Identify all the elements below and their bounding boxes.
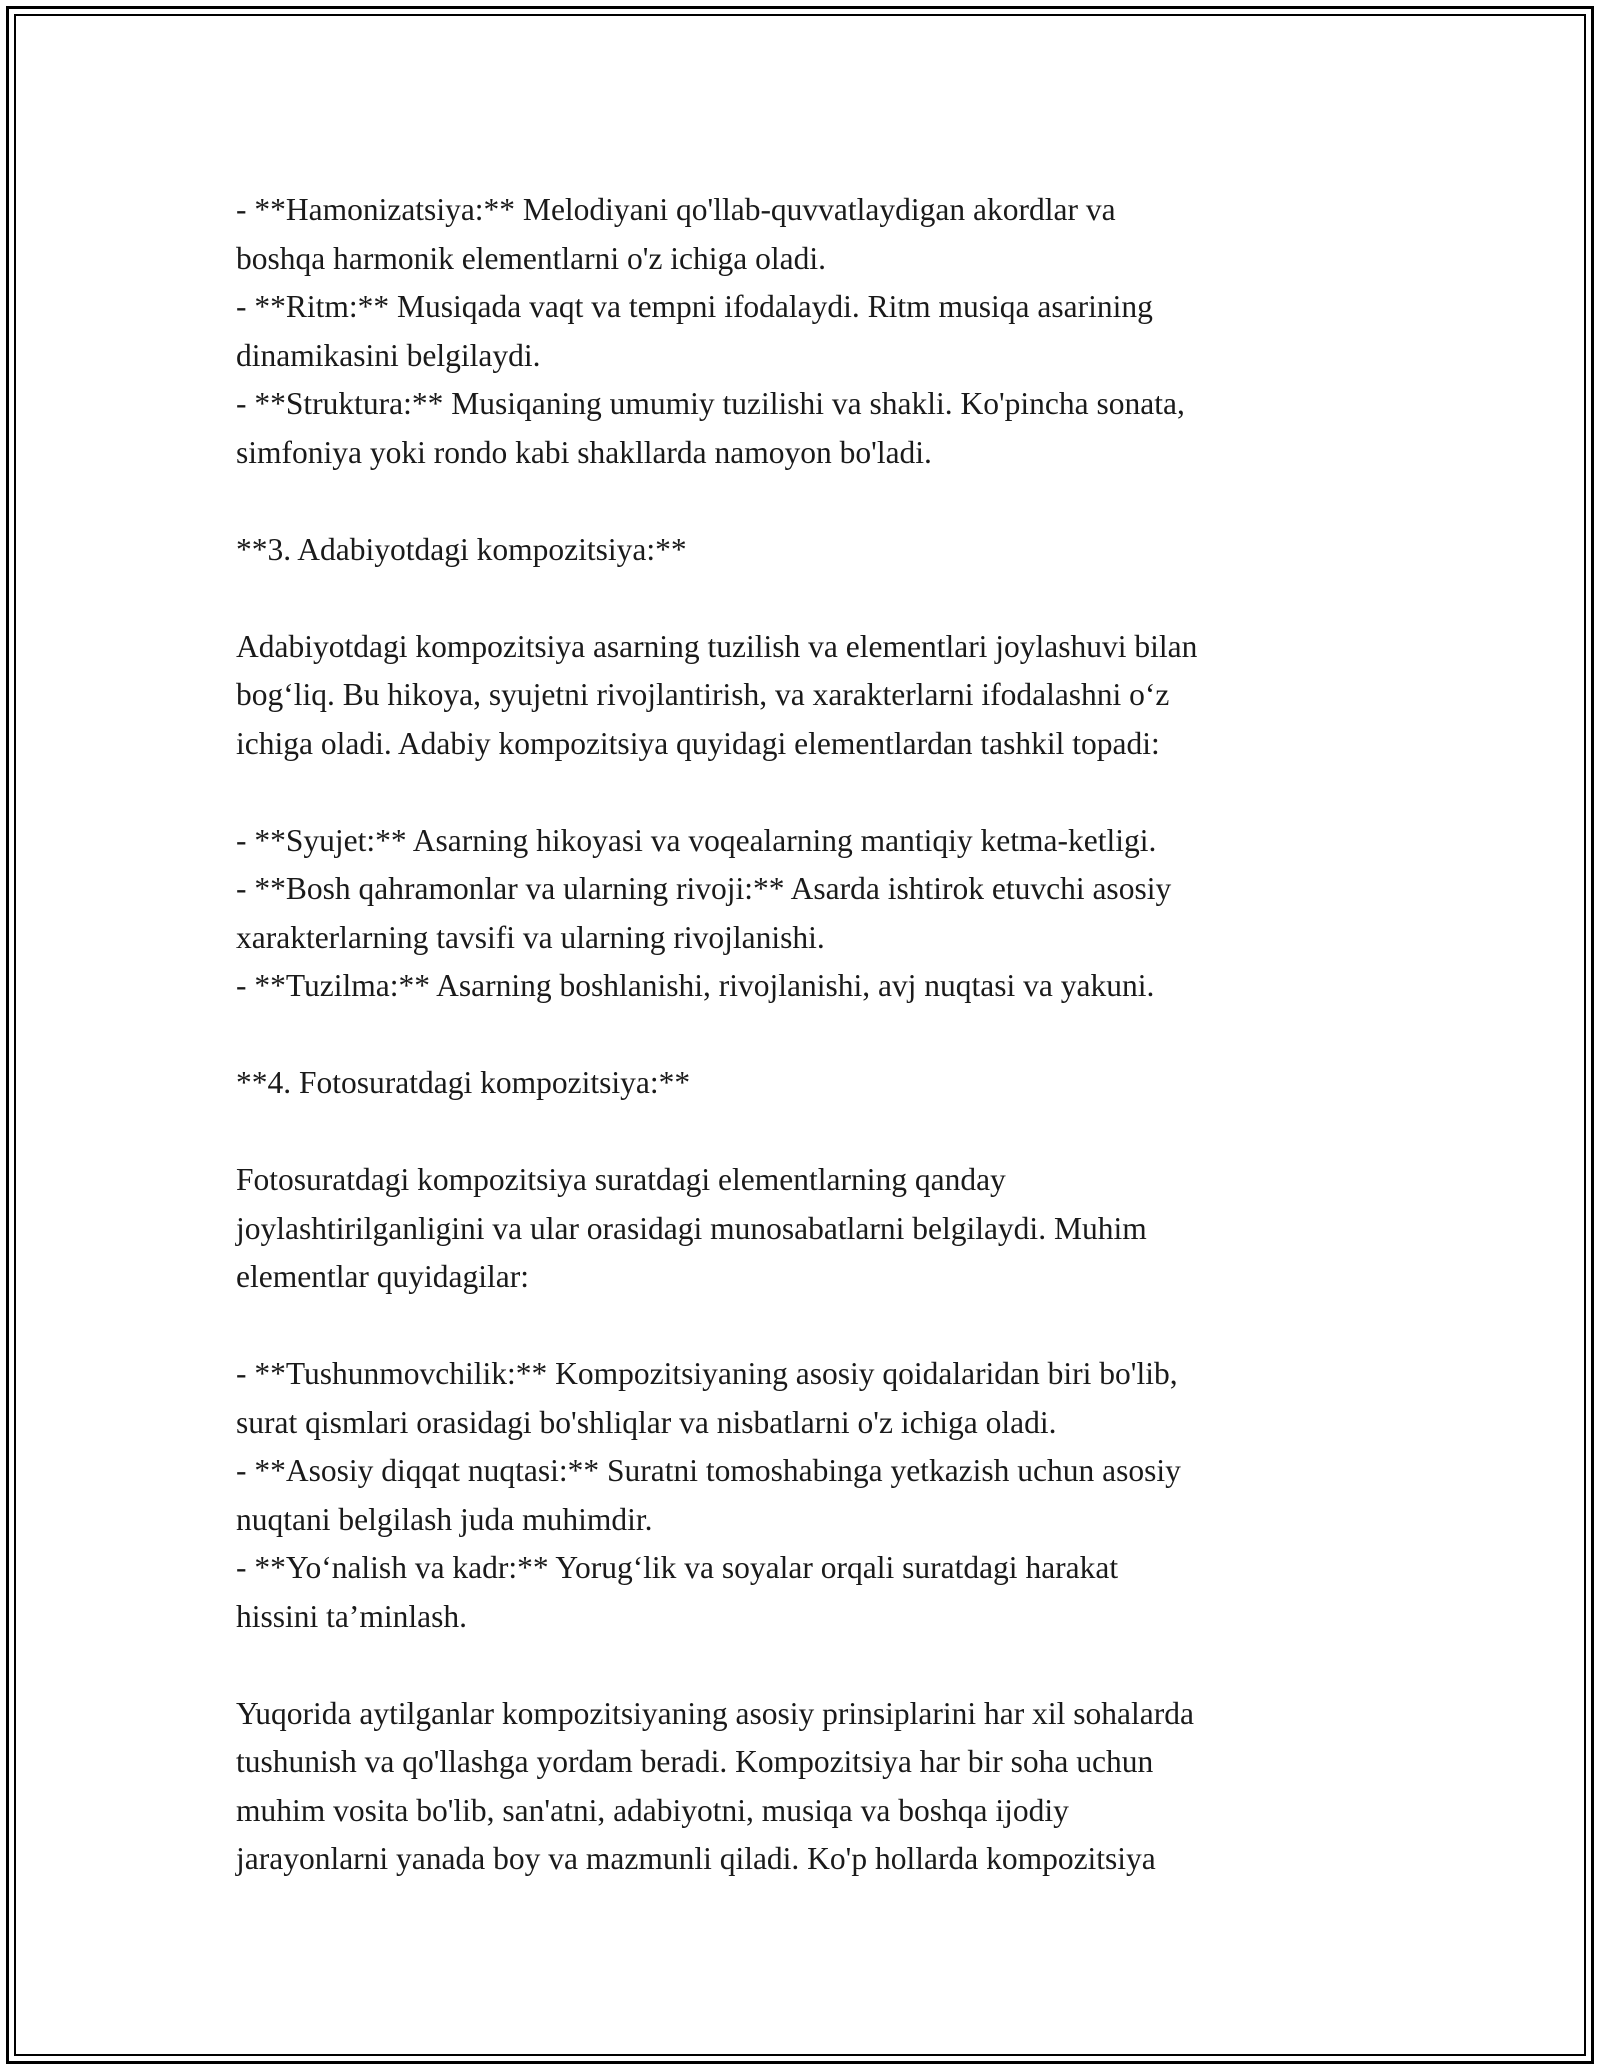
blank-line [236,574,1376,623]
text-line: Adabiyotdagi kompozitsiya asarning tuzilish va elementlari joylashuvi bilan [236,628,1198,664]
blank-line [236,1011,1376,1060]
text-line: simfoniya yoki rondo kabi shakllarda namoyon bo'ladi. [236,434,932,470]
text-line: jarayonlarni yanada boy va mazmunli qiladi. Ko'p hollarda kompozitsiya [236,1841,1156,1876]
text-line: muhim vosita bo'lib, san'atni, adabiyotni, musiqa va boshqa ijodiy [236,1792,1069,1828]
text-line: - **Tushunmovchilik:** Kompozitsiyaning asosiy qoidalaridan biri bo'lib, [236,1356,1178,1391]
document-body [236,186,1376,1884]
text-line: - **Syujet:** Asarning hikoyasi va voqealarning mantiqiy ketma-ketligi. [236,822,1157,858]
text-line: - **Hamonizatsiya:** Melodiyani qo'llab-quvvatlaydigan akordlar va [236,192,1116,227]
text-line: - **Asosiy diqqat nuqtasi:** Suratni tomoshabinga yetkazish uchun asosiy [236,1453,1181,1488]
text-line: - **Struktura:** Musiqaning umumiy tuzilishi va shakli. Ko'pincha sonata, [236,386,1185,421]
text-line: joylashtirilganligini va ular orasidagi munosabatlarni belgilaydi. Muhim [236,1210,1147,1246]
text-line: xarakterlarning tavsifi va ularning rivojlanishi. [236,919,825,955]
text-line: surat qismlari orasidagi bo'shliqlar va nisbatlarni o'z ichiga oladi. [236,1404,1057,1440]
section-heading: **4. Fotosuratdagi kompozitsiya:** [236,1065,691,1100]
text-line: ichiga oladi. Adabiy kompozitsiya quyidagi elementlardan tashkil topadi: [236,725,1160,761]
text-line: boshqa harmonik elementlarni o'z ichiga oladi. [236,240,826,276]
blank-line [236,768,1376,817]
blank-line [236,477,1376,526]
text-line: - **Ritm:** Musiqada vaqt va tempni ifodalaydi. Ritm musiqa asarining [236,289,1153,324]
blank-line [236,1302,1376,1351]
text-line: - **Bosh qahramonlar va ularning rivoji:** Asarda ishtirok etuvchi asosiy [236,871,1172,906]
text-line: elementlar quyidagilar: [236,1259,530,1294]
section-heading: **3. Adabiyotdagi kompozitsiya:** [236,531,687,567]
blank-line [236,1108,1376,1157]
text-line: bog‘liq. Bu hikoya, syujetni rivojlantirish, va xarakterlarni ifodalashni o‘z [236,677,1170,712]
text-line: Yuqorida aytilganlar kompozitsiyaning asosiy prinsiplarini har xil sohalarda [236,1695,1194,1731]
blank-line [236,1641,1376,1690]
text-line: dinamikasini belgilaydi. [236,337,541,373]
text-line: - **Tuzilma:** Asarning boshlanishi, rivojlanishi, avj nuqtasi va yakuni. [236,968,1155,1003]
text-line: - **Yo‘nalish va kadr:** Yorug‘lik va soyalar orqali suratdagi harakat [236,1550,1119,1585]
text-line: Fotosuratdagi kompozitsiya suratdagi elementlarning qanday [236,1162,1006,1197]
text-line: hissini ta’minlash. [236,1598,467,1634]
text-line: tushunish va qo'llashga yordam beradi. Kompozitsiya har bir soha uchun [236,1744,1154,1779]
text-line: nuqtani belgilash juda muhimdir. [236,1501,653,1537]
